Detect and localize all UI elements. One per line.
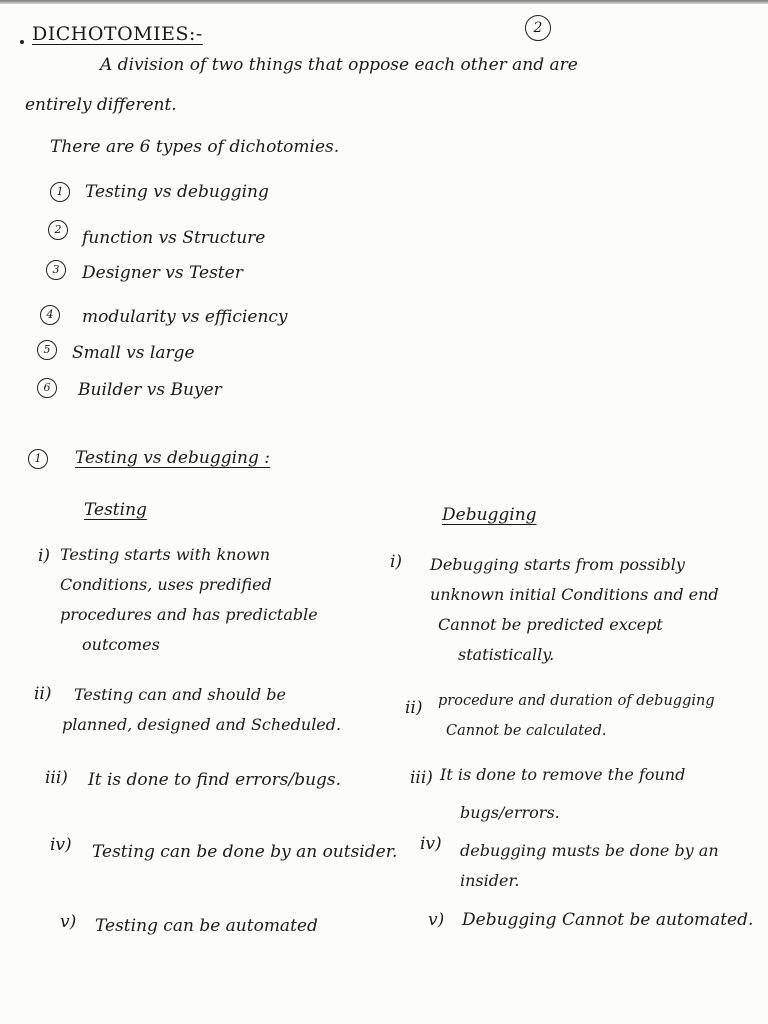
page-top-edge [0, 0, 768, 4]
testing-point-label: v) [60, 912, 77, 932]
testing-point-label: iv) [50, 835, 72, 855]
point-line: Cannot be predicted except [438, 615, 663, 634]
title-bullet [20, 40, 24, 44]
testing-point-text: Testing can be automated [95, 916, 318, 936]
point-line: insider. [460, 871, 520, 890]
type-number: 5 [37, 340, 57, 360]
testing-column-title: Testing [84, 500, 147, 520]
point-line: Debugging starts from possibly [430, 555, 685, 574]
point-line: unknown initial Conditions and end [430, 585, 719, 604]
testing-point-label: iii) [45, 768, 68, 788]
debugging-point-label: iii) [410, 768, 433, 788]
point-line: debugging musts be done by an [460, 841, 719, 860]
type-number: 1 [50, 182, 70, 202]
type-item: function vs Structure [82, 228, 266, 248]
type-number: 6 [37, 378, 57, 398]
type-number: 2 [48, 220, 68, 240]
type-item: modularity vs efficiency [82, 307, 288, 327]
debugging-point [460, 836, 760, 896]
debugging-point-label: v) [428, 910, 445, 930]
section-heading: Testing vs debugging : [75, 448, 270, 468]
testing-point-text: Testing can be done by an outsider. [92, 842, 398, 862]
point-line: Testing starts with known [60, 545, 271, 564]
debugging-point [440, 760, 760, 828]
intro-text: There are 6 types of dichotomies. [50, 137, 340, 157]
point-line: Cannot be calculated. [446, 723, 607, 739]
point-line: outcomes [82, 635, 160, 654]
testing-point [60, 540, 380, 660]
testing-point-label: ii) [34, 684, 52, 704]
point-line: planned, designed and Scheduled. [62, 715, 342, 734]
type-number: 4 [40, 305, 60, 325]
point-line: procedures and has predictable [60, 605, 318, 624]
page-title: DICHOTOMIES:- [32, 23, 203, 45]
testing-point-label: i) [38, 546, 51, 566]
debugging-point [430, 550, 765, 670]
section-number: 1 [28, 449, 48, 469]
debugging-point-text: Debugging Cannot be automated. [462, 910, 754, 930]
debugging-point-label: i) [390, 552, 403, 572]
page-number: 2 [525, 15, 551, 41]
testing-point [62, 680, 382, 740]
type-item: Testing vs debugging [85, 182, 269, 202]
type-item: Designer vs Tester [82, 263, 243, 283]
point-line: procedure and duration of debugging [438, 693, 715, 709]
point-line: Conditions, uses predified [60, 575, 272, 594]
debugging-column-title: Debugging [442, 505, 537, 525]
point-line: Testing can and should be [74, 685, 286, 704]
type-number: 3 [46, 260, 66, 280]
definition-line-2: entirely different. [25, 95, 177, 115]
type-item: Small vs large [72, 343, 195, 363]
type-item: Builder vs Buyer [78, 380, 222, 400]
definition-line-1: A division of two things that oppose each other and are [100, 55, 578, 75]
debugging-point [438, 686, 768, 746]
debugging-point-label: ii) [405, 698, 423, 718]
debugging-point-label: iv) [420, 834, 442, 854]
point-line: It is done to remove the found [440, 765, 686, 784]
testing-point-text: It is done to find errors/bugs. [88, 770, 342, 790]
point-line: statistically. [458, 645, 555, 664]
point-line: bugs/errors. [460, 803, 560, 822]
